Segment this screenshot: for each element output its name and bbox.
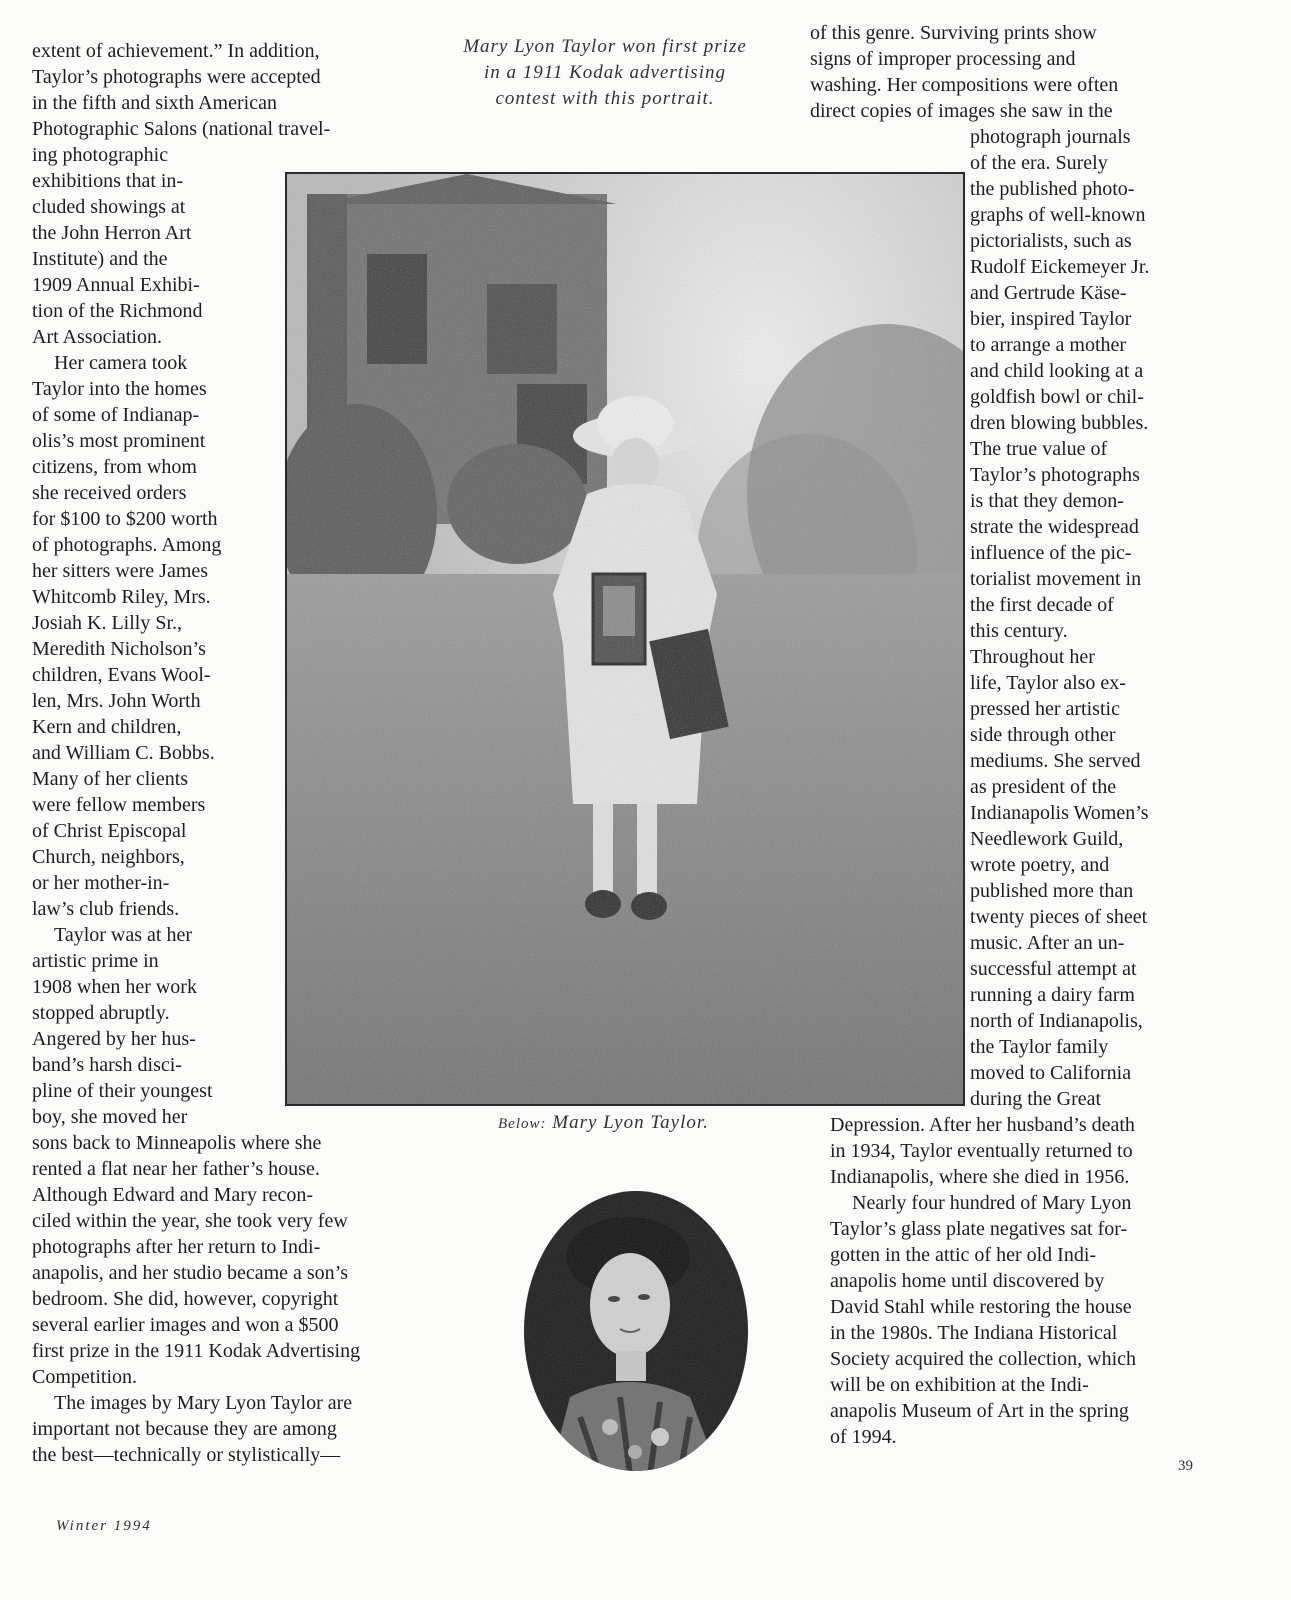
text-line: or her mother-in-	[32, 872, 170, 894]
text-line: law’s club friends.	[32, 898, 180, 920]
text-line: Taylor’s photographs were accepted	[32, 66, 321, 88]
text-line: tion of the Richmond	[32, 300, 203, 322]
text-line: anapolis Museum of Art in the spring	[830, 1400, 1129, 1422]
text-line: during the Great	[970, 1088, 1102, 1110]
text-line: Photographic Salons (national travel-	[32, 118, 331, 140]
text-line: torialist movement in	[970, 568, 1142, 590]
text-line: the best—technically or stylistically—	[32, 1444, 341, 1466]
text-line: Meredith Nicholson’s	[32, 638, 206, 660]
issue-footer: Winter 1994	[56, 1518, 152, 1534]
text-line: for $100 to $200 worth	[32, 508, 218, 530]
text-line: pline of their youngest	[32, 1080, 213, 1102]
photo-caption-top	[440, 34, 770, 112]
text-line: Angered by her hus-	[32, 1028, 196, 1050]
text-line: in the 1980s. The Indiana Historical	[830, 1322, 1118, 1344]
mary-lyon-taylor-portrait	[520, 1187, 752, 1475]
portrait-art	[520, 1187, 752, 1475]
text-line: dren blowing bubbles.	[970, 412, 1149, 434]
text-line: and William C. Bobbs.	[32, 742, 215, 764]
text-line: sons back to Minneapolis where she	[32, 1132, 322, 1154]
text-line: Society acquired the collection, which	[830, 1348, 1137, 1370]
text-line: anapolis home until discovered by	[830, 1270, 1105, 1292]
text-line: the first decade of	[970, 594, 1114, 616]
text-line: of this genre. Surviving prints show	[810, 22, 1097, 44]
text-line: and child looking at a	[970, 360, 1144, 382]
text-line: as president of the	[970, 776, 1117, 798]
text-line: her sitters were James	[32, 560, 209, 582]
text-line: Taylor into the homes	[32, 378, 207, 400]
text-line: important not because they are among	[32, 1418, 337, 1440]
text-line: of photographs. Among	[32, 534, 222, 556]
text-line: citizens, from whom	[32, 456, 197, 478]
text-line: 1909 Annual Exhibi-	[32, 274, 200, 296]
text-line: Art Association.	[32, 326, 162, 348]
text-line: The true value of	[970, 438, 1108, 460]
text-line: Indianapolis Women’s	[970, 802, 1149, 824]
text-line: Although Edward and Mary recon-	[32, 1184, 314, 1206]
text-line: wrote poetry, and	[970, 854, 1110, 876]
text-line: gotten in the attic of her old Indi-	[830, 1244, 1097, 1266]
text-line: published more than	[970, 880, 1134, 902]
text-line: Competition.	[32, 1366, 137, 1388]
text-line: David Stahl while restoring the house	[830, 1296, 1132, 1318]
text-line: bier, inspired Taylor	[970, 308, 1132, 330]
text-line: photograph journals	[970, 126, 1131, 148]
text-line: of 1994.	[830, 1426, 897, 1448]
text-line: children, Evans Wool-	[32, 664, 211, 686]
text-line: moved to California	[970, 1062, 1132, 1084]
text-line: Church, neighbors,	[32, 846, 185, 868]
portrait-caption	[498, 1112, 798, 1134]
text-line: Taylor’s glass plate negatives sat for-	[830, 1218, 1128, 1240]
text-line: running a dairy farm	[970, 984, 1135, 1006]
text-line: photographs after her return to Indi-	[32, 1236, 321, 1258]
text-line: band’s harsh disci-	[32, 1054, 182, 1076]
text-line: first prize in the 1911 Kodak Advertising	[32, 1340, 361, 1362]
text-line: she received orders	[32, 482, 187, 504]
text-line: of Christ Episcopal	[32, 820, 187, 842]
text-line: bedroom. She did, however, copyright	[32, 1288, 339, 1310]
text-line: len, Mrs. John Worth	[32, 690, 201, 712]
text-line: extent of achievement.” In addition,	[32, 40, 320, 62]
text-line: The images by Mary Lyon Taylor are	[54, 1392, 353, 1414]
text-line: strate the widespread	[970, 516, 1139, 538]
text-line: is that they demon-	[970, 490, 1124, 512]
text-line: the published photo-	[970, 178, 1135, 200]
text-line: goldfish bowl or chil-	[970, 386, 1144, 408]
text-line: 1908 when her work	[32, 976, 197, 998]
text-line: Many of her clients	[32, 768, 189, 790]
text-line: and Gertrude Käse-	[970, 282, 1127, 304]
text-line: of the era. Surely	[970, 152, 1108, 174]
text-line: Taylor’s photographs	[970, 464, 1140, 486]
text-line: the John Herron Art	[32, 222, 192, 244]
text-line: Josiah K. Lilly Sr.,	[32, 612, 183, 634]
text-line: the Taylor family	[970, 1036, 1109, 1058]
text-line: Throughout her	[970, 646, 1095, 668]
text-line: Rudolf Eickemeyer Jr.	[970, 256, 1150, 278]
text-line: mediums. She served	[970, 750, 1141, 772]
text-line: Indianapolis, where she died in 1956.	[830, 1166, 1130, 1188]
caption-line: Mary Lyon Taylor won first prize	[463, 36, 747, 57]
text-line: were fellow members	[32, 794, 206, 816]
text-line: will be on exhibition at the Indi-	[830, 1374, 1089, 1396]
caption-prefix: Below:	[498, 1116, 547, 1132]
text-line: olis’s most prominent	[32, 430, 206, 452]
text-line: signs of improper processing and	[810, 48, 1076, 70]
text-line: pictorialists, such as	[970, 230, 1132, 252]
text-line: cluded showings at	[32, 196, 186, 218]
text-line: washing. Her compositions were often	[810, 74, 1119, 96]
text-line: several earlier images and won a $500	[32, 1314, 339, 1336]
text-line: to arrange a mother	[970, 334, 1127, 356]
text-line: in 1934, Taylor eventually returned to	[830, 1140, 1133, 1162]
child-with-camera-photograph	[285, 172, 965, 1106]
text-line: side through other	[970, 724, 1116, 746]
text-line: direct copies of images she saw in the	[810, 100, 1113, 122]
text-line: Depression. After her husband’s death	[830, 1114, 1135, 1136]
text-line: twenty pieces of sheet	[970, 906, 1148, 928]
text-line: graphs of well-known	[970, 204, 1146, 226]
text-line: stopped abruptly.	[32, 1002, 170, 1024]
text-line: in the fifth and sixth American	[32, 92, 277, 114]
text-line: life, Taylor also ex-	[970, 672, 1126, 694]
text-line: artistic prime in	[32, 950, 159, 972]
caption-name: Mary Lyon Taylor.	[552, 1112, 709, 1133]
text-line: Institute) and the	[32, 248, 168, 270]
text-line: successful attempt at	[970, 958, 1137, 980]
text-line: this century.	[970, 620, 1068, 642]
text-line: boy, she moved her	[32, 1106, 188, 1128]
caption-line: contest with this portrait.	[495, 88, 715, 109]
text-line: Nearly four hundred of Mary Lyon	[852, 1192, 1132, 1214]
text-line: ing photographic	[32, 144, 169, 166]
text-line: of some of Indianap-	[32, 404, 200, 426]
text-line: Her camera took	[54, 352, 188, 374]
text-line: Needlework Guild,	[970, 828, 1124, 850]
text-line: anapolis, and her studio became a son’s	[32, 1262, 349, 1284]
text-line: music. After an un-	[970, 932, 1125, 954]
text-line: Whitcomb Riley, Mrs.	[32, 586, 211, 608]
text-line: Kern and children,	[32, 716, 182, 738]
text-line: Taylor was at her	[54, 924, 192, 946]
text-line: north of Indianapolis,	[970, 1010, 1143, 1032]
text-line: pressed her artistic	[970, 698, 1120, 720]
text-line: rented a flat near her father’s house.	[32, 1158, 320, 1180]
caption-line: in a 1911 Kodak advertising	[484, 62, 726, 83]
text-line: ciled within the year, she took very few	[32, 1210, 348, 1232]
page-number: 39	[1178, 1458, 1193, 1474]
photograph-art	[287, 174, 965, 1106]
text-line: exhibitions that in-	[32, 170, 184, 192]
text-line: influence of the pic-	[970, 542, 1132, 564]
